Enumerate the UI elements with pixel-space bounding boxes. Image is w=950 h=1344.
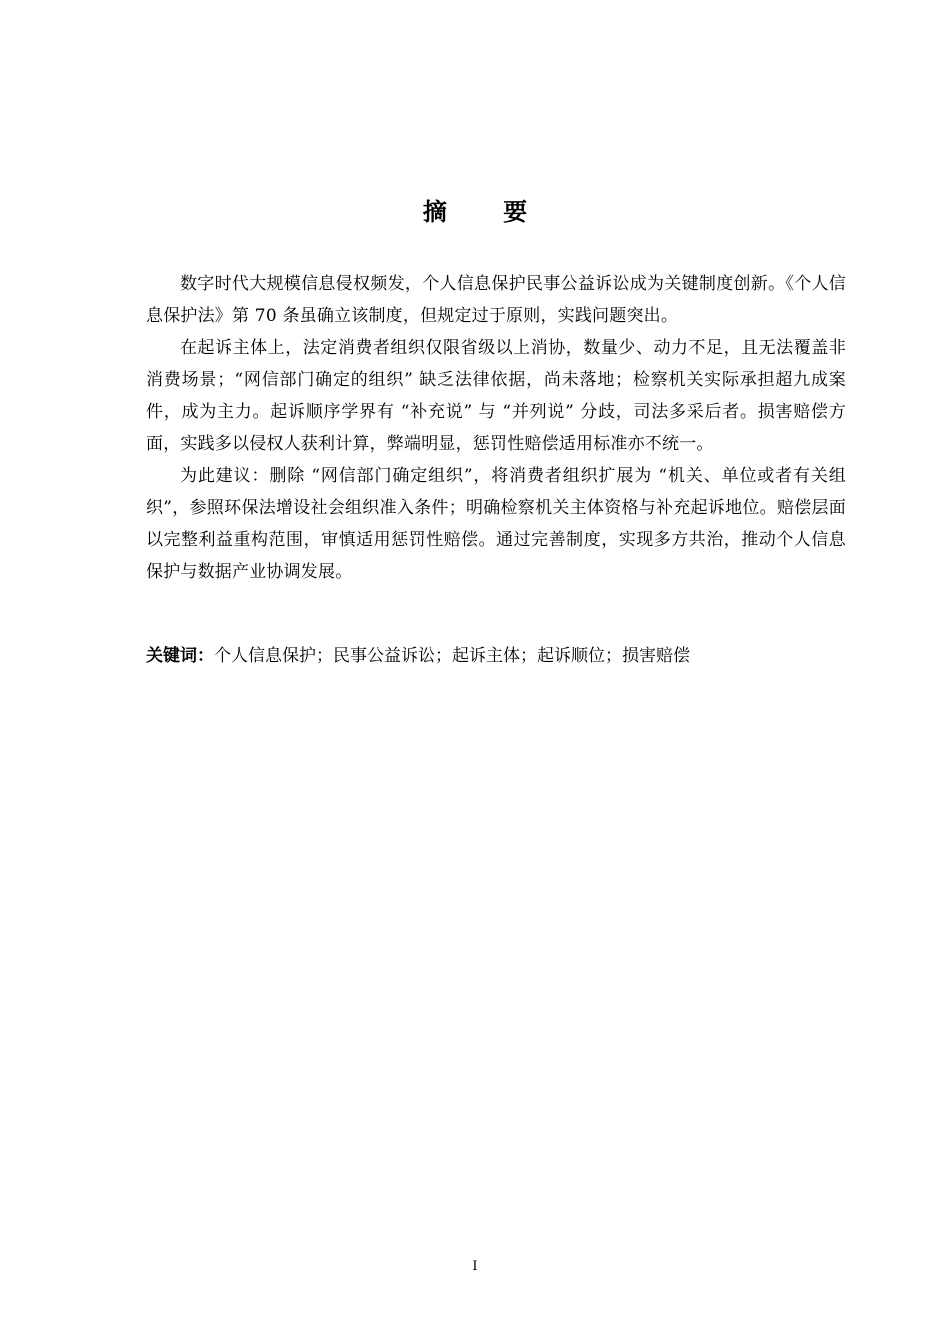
keywords-list: 个人信息保护；民事公益诉讼；起诉主体；起诉顺位；损害赔偿 (214, 646, 690, 666)
page-number: I (472, 1259, 478, 1274)
keywords-label: 关键词： (146, 646, 214, 666)
abstract-title: 摘 要 (422, 198, 552, 226)
abstract-body (146, 268, 846, 588)
abstract-paragraph-2: 在起诉主体上，法定消费者组织仅限省级以上消协，数量少、动力不足，且无法覆盖非消费场景；“网信部门确定的组织” 缺乏法律依据，尚未落地；检察机关实际承担超九成案件，成为主力。起诉顺序学界有 “补充说” 与 “并列说” 分歧，司法多采后者。损害赔偿方面，实践多以侵权人获利计算，弊端明显，惩罚性赔偿适用标准亦不统一。 (146, 338, 846, 454)
keywords-line (146, 640, 846, 672)
abstract-paragraph-3: 为此建议：删除 “网信部门确定组织”，将消费者组织扩展为 “机关、单位或者有关组织”，参照环保法增设社会组织准入条件；明确检察机关主体资格与补充起诉地位。赔偿层面以完整利益重构范围，审慎适用惩罚性赔偿。通过完善制度，实现多方共治，推动个人信息保护与数据产业协调发展。 (146, 466, 846, 582)
abstract-paragraph-1: 数字时代大规模信息侵权频发，个人信息保护民事公益诉讼成为关键制度创新。《个人信息保护法》第 70 条虽确立该制度，但规定过于原则，实践问题突出。 (146, 274, 846, 326)
